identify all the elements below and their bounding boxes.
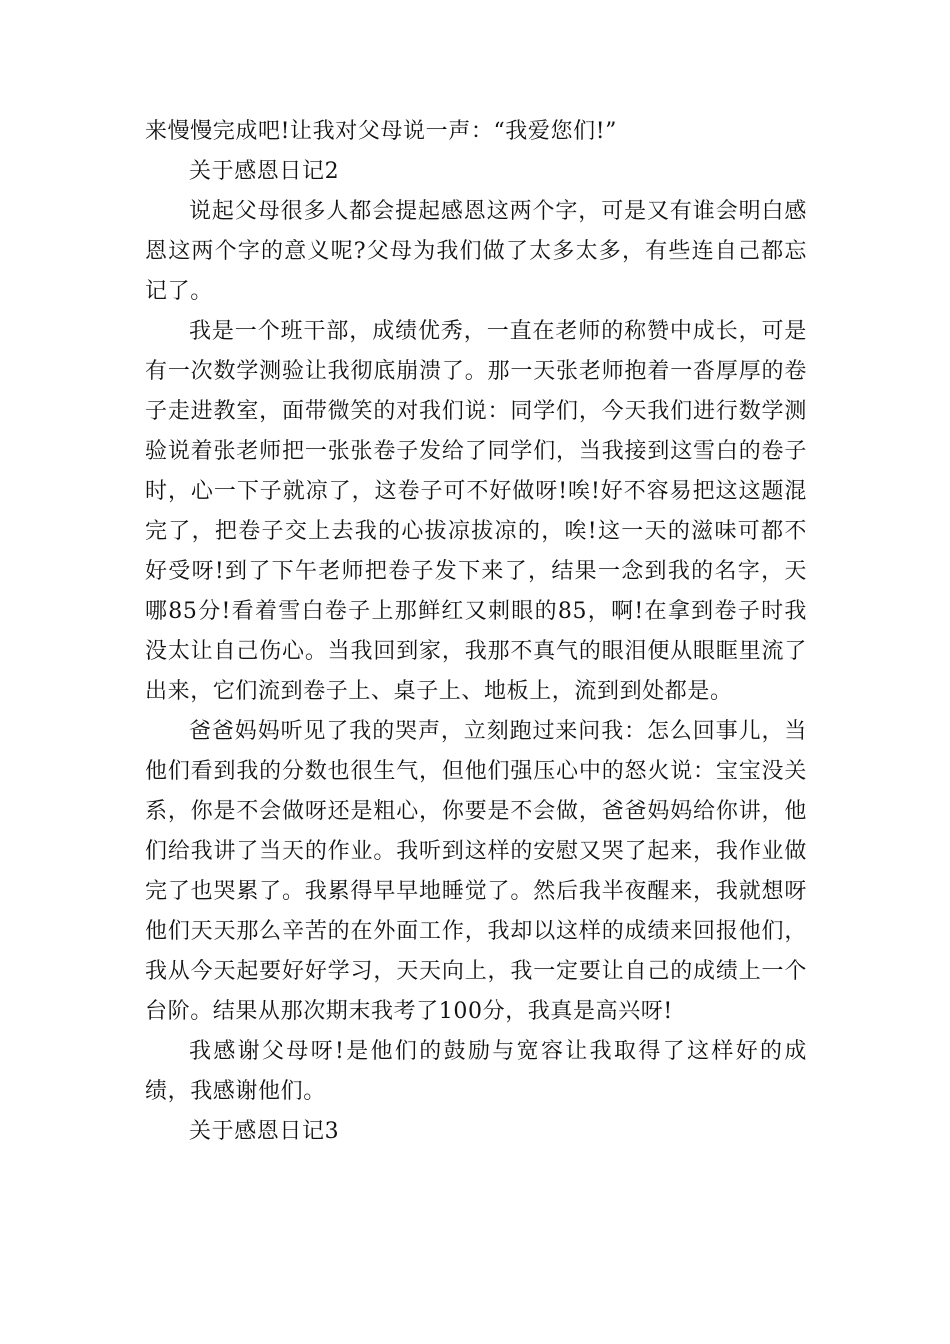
section-heading-diary-2: 关于感恩日记2 — [189, 159, 340, 184]
paragraph: 说起父母很多人都会提起感恩这两个字，可是又有谁会明白感恩这两个字的意义呢?父母为我们做了太多太多，有些连自己都忘记了。 — [145, 199, 807, 304]
section-heading-diary-3: 关于感恩日记3 — [189, 1119, 340, 1144]
paragraph: 我是一个班干部，成绩优秀，一直在老师的称赞中成长，可是有一次数学测验让我彻底崩溃了。那一天张老师抱着一沓厚厚的卷子走进教室，面带微笑的对我们说：同学们，今天我们进行数学测验说着张老师把一张张卷子发给了同学们，当我接到这雪白的卷子时，心一下子就凉了，这卷子可不好做呀!唉!好不容易把这这题混完了，把卷子交上去我的心拔凉拔凉的，唉!这一天的滋味可都不好受呀!到了下午老师把卷子发下来了，结果一念到我的名字，天哪85分!看着雪白卷子上那鲜红又刺眼的85，啊!在拿到卷子时我没太让自己伤心。当我回到家，我那不真气的眼泪便从眼眶里流了出来，它们流到卷子上、桌子上、地板上，流到到处都是。 — [145, 319, 807, 704]
paragraph: 我感谢父母呀!是他们的鼓励与宽容让我取得了这样好的成绩，我感谢他们。 — [145, 1039, 807, 1104]
paragraph: 爸爸妈妈听见了我的哭声，立刻跑过来问我：怎么回事儿，当他们看到我的分数也很生气，但他们强压心中的怒火说：宝宝没关系，你是不会做呀还是粗心，你要是不会做，爸爸妈妈给你讲，他们给我讲了当天的作业。我听到这样的安慰又哭了起来，我作业做完了也哭累了。我累得早早地睡觉了。然后我半夜醒来，我就想呀他们天天那么辛苦的在外面工作，我却以这样的成绩来回报他们，我从今天起要好好学习，天天向上，我一定要让自己的成绩上一个台阶。结果从那次期末我考了100分，我真是高兴呀! — [145, 719, 807, 1024]
document-body — [145, 112, 807, 1152]
paragraph-continuation: 来慢慢完成吧!让我对父母说一声：“我爱您们!” — [145, 119, 617, 144]
